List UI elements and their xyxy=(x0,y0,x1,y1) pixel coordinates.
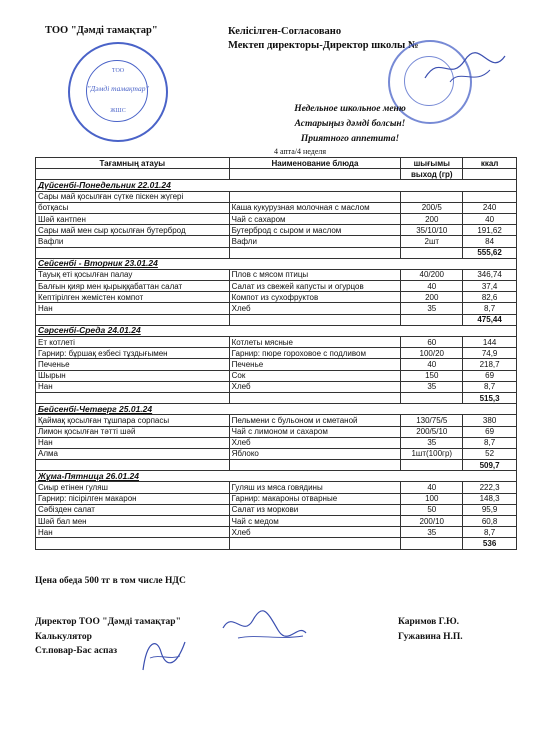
dish-yield: 35 xyxy=(401,381,463,392)
table-row xyxy=(36,202,517,213)
table-row xyxy=(36,303,517,314)
dish-rus: Салат из моркови xyxy=(229,504,401,515)
table-row xyxy=(36,236,517,247)
dish-kcal: 144 xyxy=(463,337,517,348)
dish-rus: Вафли xyxy=(229,236,401,247)
dish-kcal: 52 xyxy=(463,448,517,459)
dish-yield: 200 xyxy=(401,292,463,303)
day-total-kcal: 509,7 xyxy=(463,460,517,471)
dish-kaz: Лимон қосылған тәтті шәй xyxy=(36,426,230,437)
dish-yield: 200/5/10 xyxy=(401,426,463,437)
dish-rus: Гарнир: макароны отварные xyxy=(229,493,401,504)
dish-rus: Каша кукурузная молочная с маслом xyxy=(229,202,401,213)
day-total-kcal: 515,3 xyxy=(463,392,517,403)
company-name: ТОО "Дәмді тамақтар" xyxy=(45,25,158,36)
dish-rus: Хлеб xyxy=(229,527,401,538)
dish-kcal: 37,4 xyxy=(463,281,517,292)
dish-rus: Гуляш из мяса говядины xyxy=(229,482,401,493)
dish-kcal: 40 xyxy=(463,213,517,224)
dish-kcal: 69 xyxy=(463,370,517,381)
dish-kcal: 346,74 xyxy=(463,269,517,280)
day-title-row xyxy=(36,180,517,191)
dish-yield: 2шт xyxy=(401,236,463,247)
day-total-kcal: 555,62 xyxy=(463,247,517,258)
table-row xyxy=(36,225,517,236)
table-row xyxy=(36,281,517,292)
cook-label: Ст.повар-Бас аспаз xyxy=(35,646,118,656)
dish-yield: 40 xyxy=(401,281,463,292)
table-row xyxy=(36,337,517,348)
dish-rus: Компот из сухофруктов xyxy=(229,292,401,303)
day-title: Сәрсенбі-Среда 24.01.24 xyxy=(36,325,517,336)
dish-kaz: Сиыр етінен гуляш xyxy=(36,482,230,493)
dish-kaz: Қаймақ қосылған тұшпара сорпасы xyxy=(36,415,230,426)
day-total-row xyxy=(36,392,517,403)
dish-yield: 1шт(100гр) xyxy=(401,448,463,459)
dish-yield: 200 xyxy=(401,213,463,224)
dish-yield: 50 xyxy=(401,504,463,515)
dish-yield: 35/10/10 xyxy=(401,225,463,236)
dish-rus: Чай с лимоном и сахаром xyxy=(229,426,401,437)
header-kcal: ккал xyxy=(463,158,517,169)
dish-kcal: 191,62 xyxy=(463,225,517,236)
dish-kcal: 8,7 xyxy=(463,303,517,314)
dish-rus: Чай с сахаром xyxy=(229,213,401,224)
director-signature-top xyxy=(420,48,510,88)
table-row xyxy=(36,516,517,527)
dish-rus: Хлеб xyxy=(229,437,401,448)
dish-kaz: ботқасы xyxy=(36,202,230,213)
dish-rus: Бутерброд с сыром и маслом xyxy=(229,225,401,236)
dish-kcal: 82,6 xyxy=(463,292,517,303)
day-title: Жұма-Пятница 26.01.24 xyxy=(36,471,517,482)
table-row xyxy=(36,348,517,359)
greeting-line2: Астарыңыз дәмді болсын! xyxy=(294,119,406,129)
dish-yield: 35 xyxy=(401,303,463,314)
table-row xyxy=(36,191,517,202)
dish-kaz: Сары май мен сыр қосылған бутерброд xyxy=(36,225,230,236)
dish-yield xyxy=(401,191,463,202)
dish-yield: 60 xyxy=(401,337,463,348)
dish-kaz: Нан xyxy=(36,303,230,314)
dish-kcal: 240 xyxy=(463,202,517,213)
dish-kaz: Шырын xyxy=(36,370,230,381)
dish-rus: Сок xyxy=(229,370,401,381)
table-header-row xyxy=(36,158,517,169)
dish-rus: Чай с медом xyxy=(229,516,401,527)
dish-rus: Хлеб xyxy=(229,381,401,392)
approval-line1: Келісілген-Согласовано xyxy=(228,26,342,37)
dish-rus xyxy=(229,191,401,202)
dish-kcal: 8,7 xyxy=(463,381,517,392)
dish-kcal: 69 xyxy=(463,426,517,437)
table-row xyxy=(36,482,517,493)
approval-line2: Мектеп директоры-Директор школы № xyxy=(228,40,419,51)
day-total-row xyxy=(36,538,517,549)
dish-rus: Салат из свежей капусты и огурцов xyxy=(229,281,401,292)
dish-yield: 100/20 xyxy=(401,348,463,359)
dish-rus: Печенье xyxy=(229,359,401,370)
dish-yield: 150 xyxy=(401,370,463,381)
day-total-row xyxy=(36,314,517,325)
dish-kcal: 60,8 xyxy=(463,516,517,527)
header-yield-unit: выход (гр) xyxy=(401,169,463,180)
day-total-row xyxy=(36,247,517,258)
day-title-row xyxy=(36,325,517,336)
day-title: Сейсенбі - Вторник 23.01.24 xyxy=(36,258,517,269)
dish-kaz: Алма xyxy=(36,448,230,459)
dish-yield: 200/10 xyxy=(401,516,463,527)
table-row xyxy=(36,213,517,224)
dish-kaz: Сәбізден салат xyxy=(36,504,230,515)
dish-rus: Плов с мясом птицы xyxy=(229,269,401,280)
day-title-row xyxy=(36,404,517,415)
dish-kcal: 8,7 xyxy=(463,527,517,538)
dish-kcal: 148,3 xyxy=(463,493,517,504)
dish-kaz: Шәй бал мен xyxy=(36,516,230,527)
cook-signature xyxy=(135,630,195,680)
dish-kaz: Печенье xyxy=(36,359,230,370)
dish-kaz: Тауық еті қосылған палау xyxy=(36,269,230,280)
dish-kaz: Нан xyxy=(36,437,230,448)
calculator-label: Калькулятор xyxy=(35,632,92,642)
dish-kcal: 218,7 xyxy=(463,359,517,370)
menu-table xyxy=(35,157,517,550)
dish-yield: 100 xyxy=(401,493,463,504)
calculator-name: Гужавина Н.П. xyxy=(398,632,463,642)
dish-kcal: 95,9 xyxy=(463,504,517,515)
day-title-row xyxy=(36,258,517,269)
dish-kcal: 222,3 xyxy=(463,482,517,493)
day-total-row xyxy=(36,460,517,471)
table-row xyxy=(36,527,517,538)
dish-yield: 40 xyxy=(401,482,463,493)
day-title: Бейсенбі-Четверг 25.01.24 xyxy=(36,404,517,415)
table-row xyxy=(36,269,517,280)
day-total-kcal: 536 xyxy=(463,538,517,549)
dish-yield: 200/5 xyxy=(401,202,463,213)
dish-kaz: Шәй кантпен xyxy=(36,213,230,224)
table-row xyxy=(36,493,517,504)
dish-yield: 35 xyxy=(401,437,463,448)
dish-kcal: 84 xyxy=(463,236,517,247)
table-row xyxy=(36,359,517,370)
header-yield: шығымы xyxy=(401,158,463,169)
dish-yield: 35 xyxy=(401,527,463,538)
table-row xyxy=(36,292,517,303)
table-row xyxy=(36,504,517,515)
dish-rus: Пельмени с бульоном и сметаной xyxy=(229,415,401,426)
dish-kaz: Балғын қияр мен қырыққабаттан салат xyxy=(36,281,230,292)
table-row xyxy=(36,381,517,392)
dish-rus: Хлеб xyxy=(229,303,401,314)
director-label: Директор ТОО "Дәмді тамақтар" xyxy=(35,617,181,627)
dish-yield: 40/200 xyxy=(401,269,463,280)
day-title: Дүйсенбі-Понедельник 22.01.24 xyxy=(36,180,517,191)
price-note: Цена обеда 500 тг в том числе НДС xyxy=(35,576,186,586)
table-subheader-row xyxy=(36,169,517,180)
dish-kcal xyxy=(463,191,517,202)
table-row xyxy=(36,426,517,437)
header-kaz: Тағамның атауы xyxy=(36,158,230,169)
dish-rus: Яблоко xyxy=(229,448,401,459)
company-stamp: ТОО "Дәмді тамақтар" ЖШС xyxy=(68,42,168,142)
dish-rus: Котлеты мясные xyxy=(229,337,401,348)
dish-rus: Гарнир: пюре гороховое с подливом xyxy=(229,348,401,359)
dish-kaz: Нан xyxy=(36,381,230,392)
dish-kaz: Кептірілген жемістен компот xyxy=(36,292,230,303)
day-total-kcal: 475,44 xyxy=(463,314,517,325)
director-signature xyxy=(218,608,308,648)
greeting-line3: Приятного аппетита! xyxy=(300,134,400,144)
dish-kaz: Гарнир: бұршақ езбесі тұздығымен xyxy=(36,348,230,359)
dish-kcal: 8,7 xyxy=(463,437,517,448)
table-row xyxy=(36,437,517,448)
day-title-row xyxy=(36,471,517,482)
table-row xyxy=(36,415,517,426)
dish-kaz: Ет котлеті xyxy=(36,337,230,348)
dish-kaz: Нан xyxy=(36,527,230,538)
dish-kaz: Сары май қосылған сүтке піскен жүгері xyxy=(36,191,230,202)
table-row xyxy=(36,370,517,381)
table-row xyxy=(36,448,517,459)
dish-kaz: Вафли xyxy=(36,236,230,247)
dish-yield: 130/75/5 xyxy=(401,415,463,426)
greeting-line1: Недельное школьное меню xyxy=(294,104,406,114)
dish-kcal: 74,9 xyxy=(463,348,517,359)
header-rus: Наименование блюда xyxy=(229,158,401,169)
dish-kcal: 380 xyxy=(463,415,517,426)
dish-kaz: Гарнир: пісірілген макарон xyxy=(36,493,230,504)
director-name: Каримов Г.Ю. xyxy=(398,617,460,627)
week-label: 4 апта/4 неделя xyxy=(273,147,327,156)
dish-yield: 40 xyxy=(401,359,463,370)
